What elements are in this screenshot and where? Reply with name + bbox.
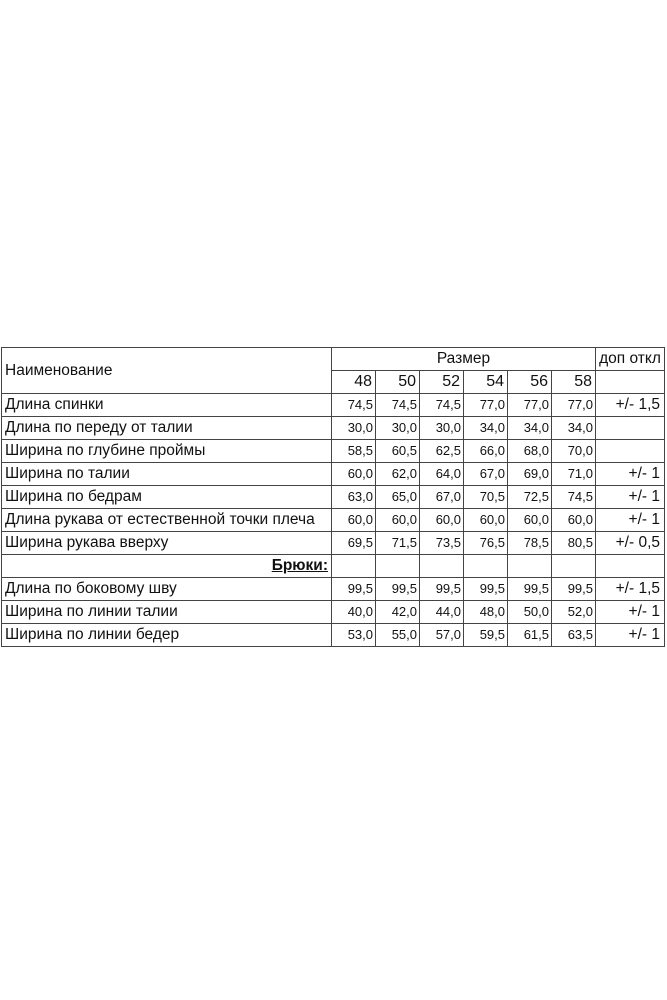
measurement-value: 57,0 — [420, 624, 464, 647]
measurement-value: 53,0 — [332, 624, 376, 647]
empty-cell — [508, 555, 552, 578]
measurement-value: 69,5 — [332, 532, 376, 555]
measurement-name: Ширина рукава вверху — [2, 532, 332, 555]
measurement-value: 74,5 — [332, 394, 376, 417]
section-row — [2, 555, 665, 578]
measurement-name: Ширина по линии бедер — [2, 624, 332, 647]
size-chart-table — [1, 347, 665, 647]
measurement-value: 70,0 — [552, 440, 596, 463]
measurement-value: 63,5 — [552, 624, 596, 647]
table-row — [2, 532, 665, 555]
measurement-name: Ширина по глубине проймы — [2, 440, 332, 463]
measurement-value: 65,0 — [376, 486, 420, 509]
measurement-value: 99,5 — [420, 578, 464, 601]
size-cell: 58 — [552, 371, 596, 394]
measurement-name: Длина по переду от талии — [2, 417, 332, 440]
tolerance-value — [596, 417, 665, 440]
measurement-value: 71,0 — [552, 463, 596, 486]
measurement-value: 60,5 — [376, 440, 420, 463]
measurement-value: 68,0 — [508, 440, 552, 463]
tolerance-value: +/- 0,5 — [596, 532, 665, 555]
name-header: Наименование — [2, 348, 332, 394]
measurement-value: 74,5 — [420, 394, 464, 417]
table-row — [2, 578, 665, 601]
measurement-value: 52,0 — [552, 601, 596, 624]
measurement-value: 76,5 — [464, 532, 508, 555]
measurement-value: 77,0 — [508, 394, 552, 417]
measurement-value: 50,0 — [508, 601, 552, 624]
measurement-value: 78,5 — [508, 532, 552, 555]
measurement-value: 60,0 — [552, 509, 596, 532]
measurement-name: Ширина по талии — [2, 463, 332, 486]
table-row — [2, 440, 665, 463]
table-row — [2, 624, 665, 647]
measurement-value: 60,0 — [508, 509, 552, 532]
empty-cell — [420, 555, 464, 578]
measurement-value: 80,5 — [552, 532, 596, 555]
measurement-value: 42,0 — [376, 601, 420, 624]
measurement-value: 30,0 — [376, 417, 420, 440]
measurement-value: 60,0 — [464, 509, 508, 532]
measurement-value: 58,5 — [332, 440, 376, 463]
measurement-value: 99,5 — [376, 578, 420, 601]
measurement-value: 62,5 — [420, 440, 464, 463]
section-title: Брюки: — [2, 555, 332, 578]
measurement-value: 67,0 — [420, 486, 464, 509]
tolerance-value — [596, 440, 665, 463]
size-cell: 52 — [420, 371, 464, 394]
tolerance-value: +/- 1,5 — [596, 578, 665, 601]
measurement-value: 69,0 — [508, 463, 552, 486]
measurement-value: 63,0 — [332, 486, 376, 509]
size-cell: 48 — [332, 371, 376, 394]
measurement-value: 34,0 — [552, 417, 596, 440]
measurement-value: 60,0 — [332, 509, 376, 532]
tolerance-value: +/- 1 — [596, 624, 665, 647]
empty-cell — [596, 555, 665, 578]
empty-cell — [552, 555, 596, 578]
measurement-value: 70,5 — [464, 486, 508, 509]
measurement-value: 66,0 — [464, 440, 508, 463]
tolerance-cell — [596, 371, 665, 394]
measurement-value: 30,0 — [332, 417, 376, 440]
measurement-value: 34,0 — [464, 417, 508, 440]
tolerance-header: доп откл — [596, 348, 665, 371]
table-row — [2, 463, 665, 486]
measurement-value: 71,5 — [376, 532, 420, 555]
measurement-value: 73,5 — [420, 532, 464, 555]
table-row — [2, 394, 665, 417]
measurement-value: 99,5 — [552, 578, 596, 601]
tolerance-value: +/- 1 — [596, 601, 665, 624]
size-header: Размер — [332, 348, 596, 371]
measurement-value: 72,5 — [508, 486, 552, 509]
measurement-value: 60,0 — [332, 463, 376, 486]
measurement-value: 74,5 — [376, 394, 420, 417]
table-row — [2, 601, 665, 624]
table-row — [2, 509, 665, 532]
measurement-value: 59,5 — [464, 624, 508, 647]
measurement-value: 77,0 — [552, 394, 596, 417]
measurement-value: 99,5 — [464, 578, 508, 601]
tolerance-value: +/- 1 — [596, 463, 665, 486]
measurement-value: 67,0 — [464, 463, 508, 486]
measurement-value: 77,0 — [464, 394, 508, 417]
empty-cell — [376, 555, 420, 578]
measurement-value: 74,5 — [552, 486, 596, 509]
size-cell: 50 — [376, 371, 420, 394]
measurement-value: 55,0 — [376, 624, 420, 647]
measurement-name: Ширина по линии талии — [2, 601, 332, 624]
measurement-value: 30,0 — [420, 417, 464, 440]
measurement-name: Ширина по бедрам — [2, 486, 332, 509]
size-cell: 56 — [508, 371, 552, 394]
table-row — [2, 417, 665, 440]
empty-cell — [332, 555, 376, 578]
measurement-value: 44,0 — [420, 601, 464, 624]
tolerance-value: +/- 1 — [596, 486, 665, 509]
measurement-value: 34,0 — [508, 417, 552, 440]
empty-cell — [464, 555, 508, 578]
measurement-value: 62,0 — [376, 463, 420, 486]
measurement-value: 40,0 — [332, 601, 376, 624]
measurement-value: 99,5 — [332, 578, 376, 601]
measurement-name: Длина по боковому шву — [2, 578, 332, 601]
measurement-value: 60,0 — [376, 509, 420, 532]
size-cell: 54 — [464, 371, 508, 394]
measurement-name: Длина рукава от естественной точки плеча — [2, 509, 332, 532]
measurement-name: Длина спинки — [2, 394, 332, 417]
table-row — [2, 486, 665, 509]
measurement-value: 48,0 — [464, 601, 508, 624]
measurement-value: 99,5 — [508, 578, 552, 601]
measurement-value: 61,5 — [508, 624, 552, 647]
measurement-value: 64,0 — [420, 463, 464, 486]
tolerance-value: +/- 1,5 — [596, 394, 665, 417]
tolerance-value: +/- 1 — [596, 509, 665, 532]
measurement-value: 60,0 — [420, 509, 464, 532]
header-row — [2, 348, 665, 371]
